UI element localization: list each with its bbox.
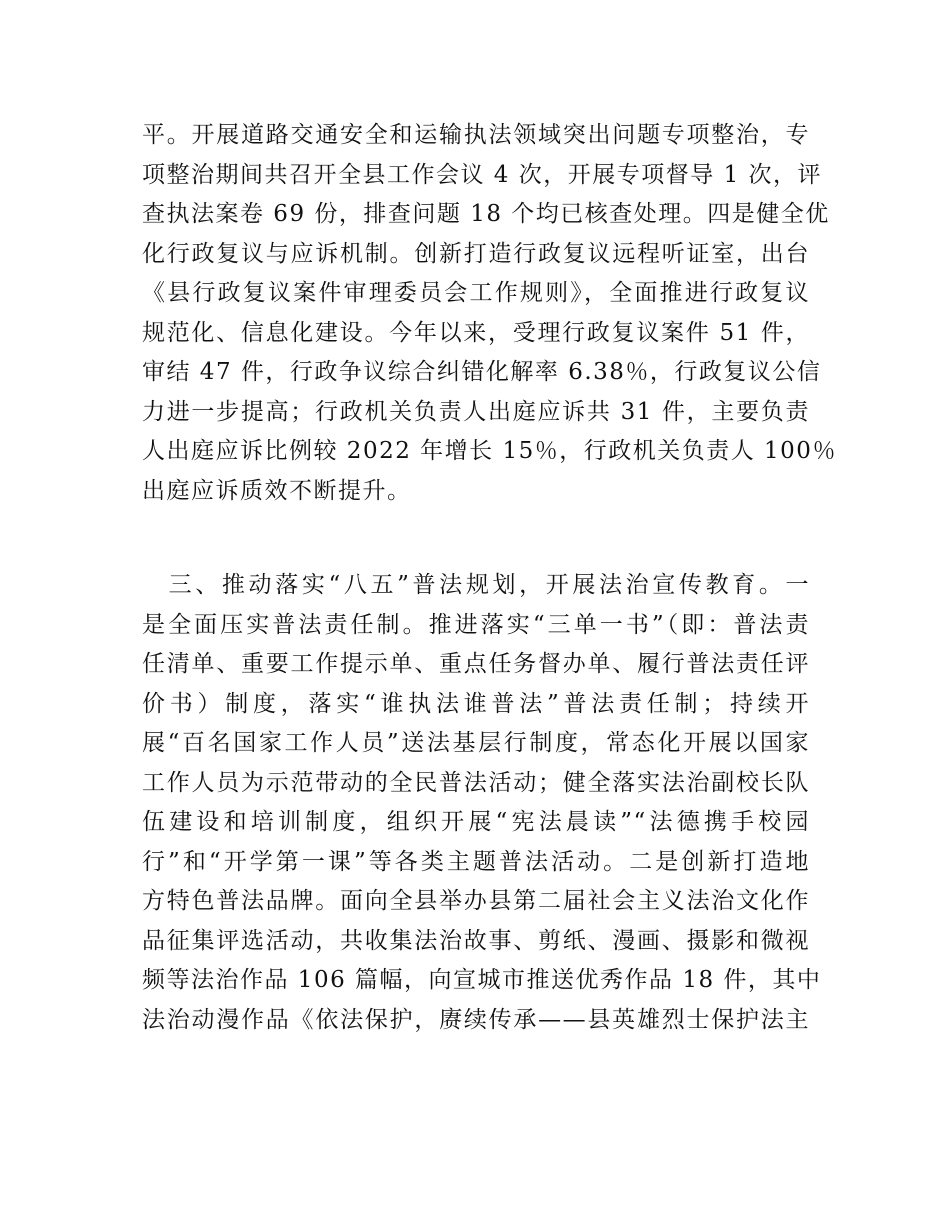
paragraph-line: 品征集评选活动，共收集法治故事、剪纸、漫画、摄影和微视 — [142, 927, 810, 954]
paragraph-line: 三、推动落实“八五”普法规划，开展法治宣传教育。一 — [142, 572, 810, 598]
paragraph-line: 频等法治作品 106 篇幅，向宣城市推送优秀作品 18 件，其中 — [142, 967, 822, 993]
paragraph-line: 平。开展道路交通安全和运输执法领域突出问题专项整治，专 — [142, 122, 810, 148]
paragraph-line: 项整治期间共召开全县工作会议 4 次，开展专项督导 1 次，评 — [142, 161, 823, 188]
paragraph-line: 任清单、重要工作提示单、重点任务督办单、履行普法责任评 — [142, 651, 810, 677]
paragraph-line: 化行政复议与应诉机制。创新打造行政复议远程听证室，出台 — [142, 240, 810, 267]
paragraph-line: 查执法案卷 69 份，排查问题 18 个均已核查处理。四是健全优 — [142, 201, 830, 227]
paragraph-line: 工作人员为示范带动的全民普法活动；健全落实法治副校长队 — [142, 769, 810, 796]
paragraph-line: 规范化、信息化建设。今年以来，受理行政复议案件 51 件， — [142, 319, 810, 346]
paragraph-line: 价书）制度，落实“谁执法谁普法”普法责任制；持续开 — [142, 690, 810, 717]
paragraph-line: 行”和“开学第一课”等各类主题普法活动。二是创新打造地 — [142, 848, 810, 875]
paragraph-1 — [142, 116, 837, 511]
paragraph-line: 力进一步提高；行政机关负责人出庭应诉共 31 件，主要负责 — [142, 398, 810, 425]
paragraph-line: 《县行政复议案件审理委员会工作规则》，全面推进行政复议 — [142, 280, 810, 306]
paragraph-line: 方特色普法品牌。面向全县举办县第二届社会主义法治文化作 — [142, 888, 810, 914]
paragraph-line: 伍建设和培训制度，组织开展“宪法晨读”“法德携手校园 — [142, 809, 810, 835]
paragraph-line: 审结 47 件，行政争议综合纠错化解率 6.38％，行政复议公信 — [142, 359, 822, 385]
paragraph-line: 出庭应诉质效不断提升。 — [142, 477, 412, 504]
paragraph-line: 展“百名国家工作人员”送法基层行制度，常态化开展以国家 — [142, 730, 810, 756]
paragraph-line: 人出庭应诉比例较 2022 年增长 15％，行政机关负责人 100％ — [142, 438, 837, 464]
paragraph-line: 法治动漫作品《依法保护，赓续传承——县英雄烈士保护法主 — [142, 1006, 810, 1033]
paragraph-line: 是全面压实普法责任制。推进落实“三单一书”（即：普法责 — [142, 611, 810, 638]
paragraph-2 — [142, 566, 822, 1040]
